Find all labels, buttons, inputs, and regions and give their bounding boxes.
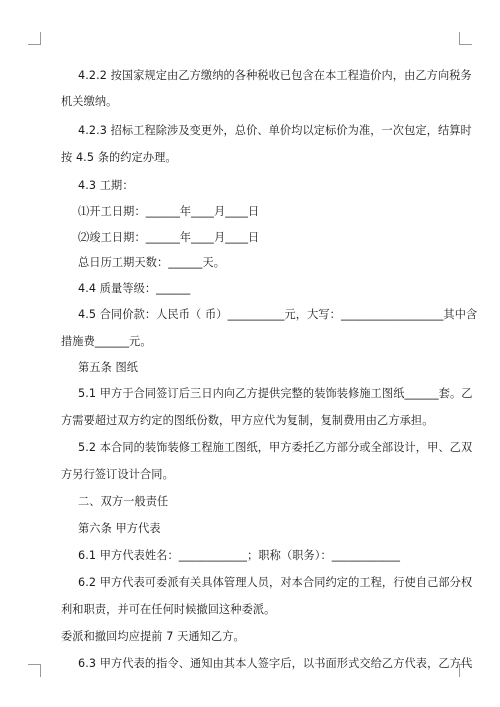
paragraph-5-1-cont: 方需要超过双方约定的图纸份数，甲方应代为复制，复制费用由乙方承担。 [61, 414, 434, 427]
paragraph-6-2: 6.2 甲方代表可委派有关具体管理人员，对本合同约定的工程，行使自己部分权 [78, 576, 473, 589]
paragraph-6-3: 6.3 甲方代表的指令、通知由其本人签字后，以书面形式交给乙方代表，乙方代 [78, 657, 473, 670]
paragraph-5-2-cont: 方另行签订设计合同。 [61, 468, 174, 481]
crop-mark-top-left [28, 32, 41, 45]
crop-mark-top-right [459, 32, 472, 45]
paragraph-6-2-cont: 利和职责，并可在任何时候撤回这种委派。 [61, 603, 276, 616]
heading-4-3: 4.3 工期： [78, 179, 134, 192]
article-6-heading: 第六条 甲方代表 [78, 522, 161, 535]
paragraph-4-2-2-cont: 机关缴纳。 [61, 95, 118, 108]
paragraph-6-2-note: 委派和撤回均应提前 7 天通知乙方。 [61, 630, 245, 643]
paragraph-5-1: 5.1 甲方于合同签订后三日内向乙方提供完整的装饰装修施工图纸______套。乙 [78, 387, 473, 400]
paragraph-4-2-3-cont: 按 4.5 条的约定办理。 [61, 151, 177, 164]
quality-grade-line: 4.4 质量等级：______ [78, 282, 191, 295]
crop-mark-bottom-left [28, 664, 41, 677]
completion-date-line: ⑵竣工日期：______年____月____日 [78, 231, 260, 244]
paragraph-4-2-3: 4.2.3 招标工程除涉及变更外，总价、单价均以定标价为准，一次包定，结算时 [78, 124, 472, 137]
contract-price-cont: 措施费______元。 [61, 335, 152, 348]
paragraph-4-2-2: 4.2.2 按国家规定由乙方缴纳的各种税收已包含在本工程造价内，由乙方向税务 [78, 69, 472, 82]
paragraph-6-1: 6.1 甲方代表姓名：____________；职称（职务）：____________ [78, 549, 401, 562]
paragraph-5-2: 5.2 本合同的装饰装修工程施工图纸，甲方委托乙方部分或全部设计，甲、乙双 [78, 441, 473, 454]
start-date-line: ⑴开工日期：______年____月____日 [78, 205, 260, 218]
section-2-heading: 二、双方一般责任 [78, 495, 169, 508]
total-days-line: 总日历工期天数：______天。 [78, 256, 226, 269]
article-5-heading: 第五条 图纸 [78, 361, 139, 374]
contract-price-line: 4.5 合同价款：人民币（ 币）__________元，大写：__________________其中含 [78, 308, 478, 321]
